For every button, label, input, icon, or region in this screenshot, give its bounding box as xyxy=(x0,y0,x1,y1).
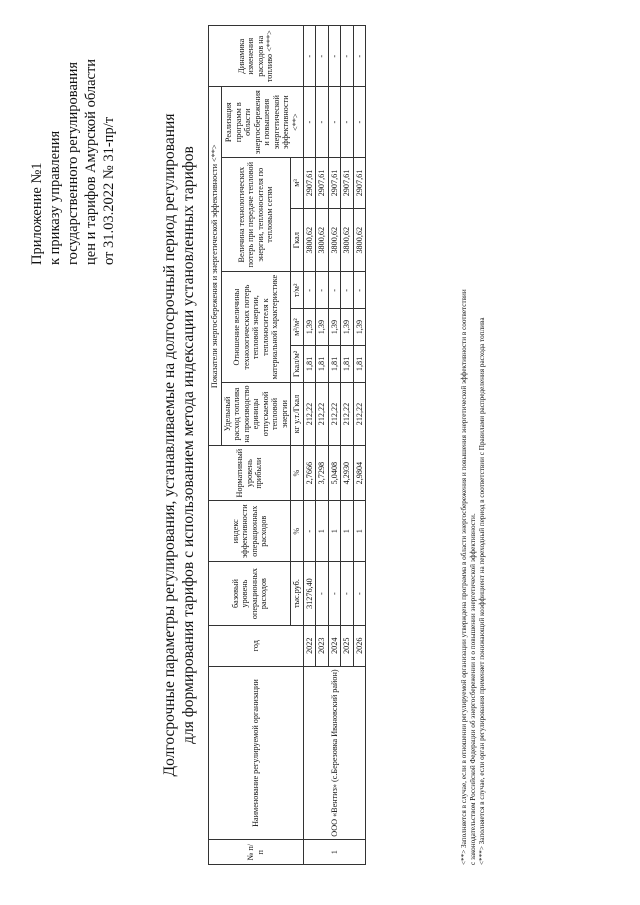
header-group: Показатели энергосбережения и энергетической эффективности <**> xyxy=(209,87,222,446)
cell-year: 2025 xyxy=(341,625,354,666)
unit-loss-1: Гкал xyxy=(291,209,304,272)
unit-ratio-2: м³/м² xyxy=(291,309,304,346)
footnotes xyxy=(460,5,487,865)
cell-ratio-1: 1,81 xyxy=(341,346,354,383)
cell-loss-1: 3800,62 xyxy=(328,209,341,272)
cell-dynamic: - xyxy=(341,26,354,87)
annex-line-1: Приложение №1 xyxy=(29,162,45,265)
row-num: 1 xyxy=(303,840,366,865)
title-line-1: Долгосрочные параметры регулирования, устанавливаемые на долгосрочный период регулирования xyxy=(161,113,178,777)
cell-ratio-3: - xyxy=(353,272,366,309)
cell-ratio-2: 1,39 xyxy=(316,309,329,346)
cell-base: 31276,40 xyxy=(303,562,316,625)
annex-line-5: от 31.03.2022 № 31-пр/т xyxy=(101,116,117,265)
cell-program: - xyxy=(341,87,354,157)
cell-base: - xyxy=(341,562,354,625)
cell-base: - xyxy=(328,562,341,625)
cell-index: - xyxy=(303,501,316,562)
footnote-2: с законодательством Российской Федерации об энергосбережении и о повышении энергетической эффективности. xyxy=(469,513,477,865)
header-fuel: Удельный расход топлива на производство единицы отпускаемой тепловой энергии xyxy=(221,382,291,445)
parameters-table xyxy=(208,25,366,865)
header-dynamic: Динамика изменения расходов на топливо <***> xyxy=(209,26,304,87)
unit-ratio-3: т/м² xyxy=(291,272,304,309)
cell-ratio-2: 1,39 xyxy=(303,309,316,346)
cell-program: - xyxy=(316,87,329,157)
unit-ratio-1: Гкал/м² xyxy=(291,346,304,383)
header-org: Наименование регулируемой организации xyxy=(209,666,304,840)
cell-loss-2: 2907,61 xyxy=(353,157,366,208)
cell-ratio-3: - xyxy=(316,272,329,309)
table-row xyxy=(303,26,316,865)
unit-norm: % xyxy=(291,446,304,501)
header-row-1 xyxy=(209,26,222,865)
cell-loss-1: 3800,62 xyxy=(353,209,366,272)
cell-year: 2024 xyxy=(328,625,341,666)
cell-loss-1: 3800,62 xyxy=(303,209,316,272)
cell-fuel: 212,22 xyxy=(341,382,354,445)
footnote-1: <**> Заполняется в случае, если в отношении регулируемой организации утверждена программа в области энергосбережения и повышения энергетической эффективности в соответствии xyxy=(460,289,468,865)
cell-fuel: 212,22 xyxy=(328,382,341,445)
unit-index: % xyxy=(291,501,304,562)
annex-line-4: цен и тарифов Амурской области xyxy=(83,58,99,265)
cell-ratio-2: 1,39 xyxy=(328,309,341,346)
cell-norm: 3,7298 xyxy=(316,446,329,501)
cell-program: - xyxy=(328,87,341,157)
cell-ratio-1: 1,81 xyxy=(328,346,341,383)
cell-fuel: 212,22 xyxy=(353,382,366,445)
cell-index: 1 xyxy=(353,501,366,562)
footnote-3: <***> Заполняется в случае, если орган регулирования применяет понижающий коэффициент на переходный период в соответствии с Правилами распределения расхода топлива xyxy=(478,317,486,865)
cell-norm: 2,7666 xyxy=(303,446,316,501)
cell-ratio-2: 1,39 xyxy=(341,309,354,346)
cell-base: - xyxy=(316,562,329,625)
cell-year: 2022 xyxy=(303,625,316,666)
header-program: Реализация программ в области энергосбережения и повышения энергетической эффективности <**> xyxy=(221,87,303,157)
cell-loss-1: 3800,62 xyxy=(316,209,329,272)
title-line-2: для формирования тарифов с использованием метода индексации установленных тарифов xyxy=(180,146,197,744)
cell-dynamic: - xyxy=(303,26,316,87)
cell-loss-2: 2907,61 xyxy=(303,157,316,208)
row-org: ООО «Вентиз» (с.Березовка Ивановский район) xyxy=(303,666,366,840)
cell-ratio-3: - xyxy=(328,272,341,309)
cell-fuel: 212,22 xyxy=(316,382,329,445)
header-index: индекс эффективности операционных расходов xyxy=(209,501,291,562)
cell-loss-1: 3800,62 xyxy=(341,209,354,272)
cell-dynamic: - xyxy=(328,26,341,87)
cell-dynamic: - xyxy=(316,26,329,87)
annex-line-3: государственного регулирования xyxy=(65,61,81,265)
cell-loss-2: 2907,61 xyxy=(316,157,329,208)
document-title xyxy=(160,5,198,885)
unit-base: тыс.руб. xyxy=(291,562,304,625)
cell-ratio-3: - xyxy=(303,272,316,309)
cell-index: 1 xyxy=(316,501,329,562)
cell-dynamic: - xyxy=(353,26,366,87)
annex-block xyxy=(28,15,118,265)
cell-ratio-3: - xyxy=(341,272,354,309)
header-norm: Нормативный уровень прибыли xyxy=(209,446,291,501)
cell-index: 1 xyxy=(341,501,354,562)
cell-loss-2: 2907,61 xyxy=(328,157,341,208)
header-ratio: Отношение величины технологических потерь тепловой энергии, теплоносителя к материальной характеристике xyxy=(221,272,291,382)
cell-ratio-1: 1,81 xyxy=(353,346,366,383)
header-num: № п/ п xyxy=(209,840,304,865)
unit-fuel: кг у.т./Гкал xyxy=(291,382,304,445)
cell-base: - xyxy=(353,562,366,625)
header-loss: Величина технологических потерь при передаче тепловой энергии, теплоносителя по тепловым сетям xyxy=(221,157,291,272)
cell-program: - xyxy=(353,87,366,157)
cell-loss-2: 2907,61 xyxy=(341,157,354,208)
cell-year: 2026 xyxy=(353,625,366,666)
cell-fuel: 212,22 xyxy=(303,382,316,445)
cell-norm: 4,2930 xyxy=(341,446,354,501)
cell-norm: 5,0408 xyxy=(328,446,341,501)
header-base: базовый уровень операционных расходов xyxy=(209,562,291,625)
cell-index: 1 xyxy=(328,501,341,562)
cell-ratio-1: 1,81 xyxy=(303,346,316,383)
cell-year: 2023 xyxy=(316,625,329,666)
cell-program: - xyxy=(303,87,316,157)
unit-loss-2: м³ xyxy=(291,157,304,208)
header-year: год xyxy=(209,625,304,666)
cell-ratio-1: 1,81 xyxy=(316,346,329,383)
annex-line-2: к приказу управления xyxy=(47,130,63,265)
cell-norm: 2,9804 xyxy=(353,446,366,501)
cell-ratio-2: 1,39 xyxy=(353,309,366,346)
